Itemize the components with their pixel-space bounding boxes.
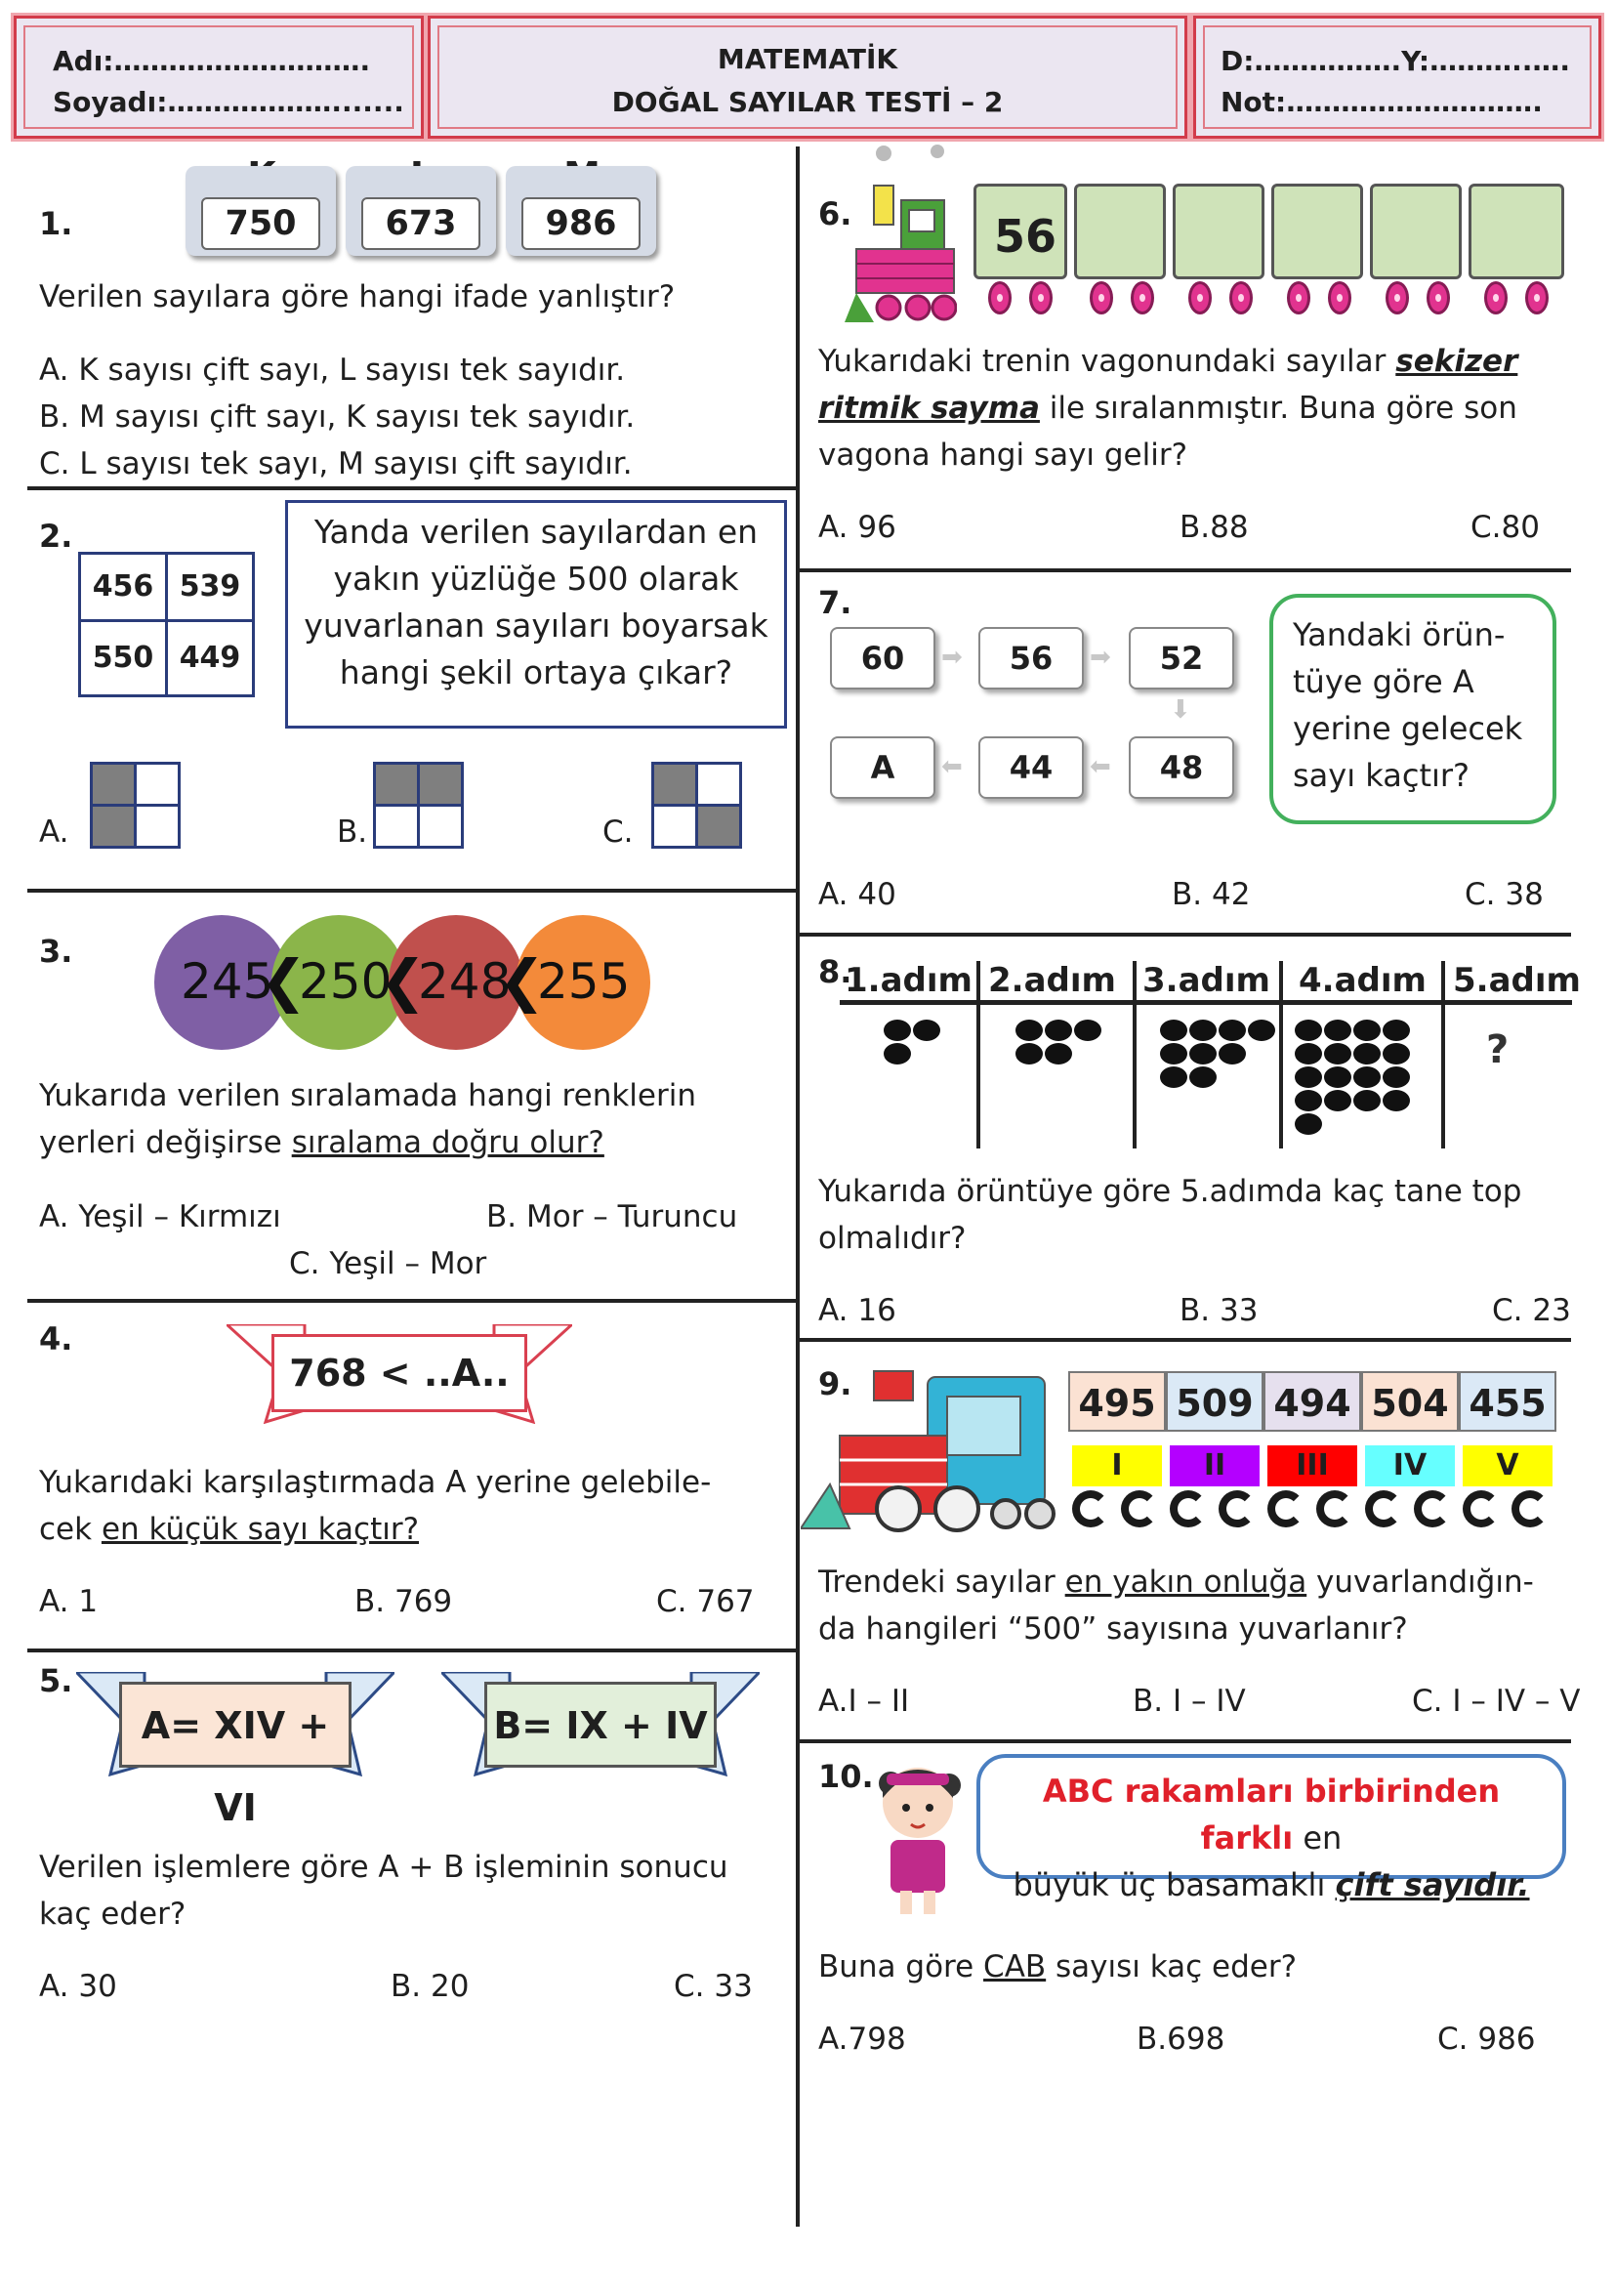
q3-number-purple: 245 — [181, 953, 274, 1010]
divider-right-2 — [800, 933, 1571, 937]
q8-ball — [1324, 1066, 1351, 1088]
q5-option-b[interactable]: B. 20 — [391, 1969, 470, 2004]
q7-option-a[interactable]: A. 40 — [818, 877, 896, 912]
q6-question-line1 — [818, 338, 1517, 385]
q8-step-label: 1.adım — [845, 961, 973, 1000]
q1-card-k: 750 — [201, 197, 320, 250]
dy-field[interactable]: D:…………….Y:………..…. — [1221, 45, 1571, 77]
q9-number-box: 494 — [1263, 1371, 1361, 1432]
q8-ball — [1353, 1043, 1381, 1065]
q10-question — [818, 1943, 1297, 1990]
q10-underlined-text: CAB — [983, 1949, 1047, 1984]
q1-option-a[interactable]: A. K sayısı çift sayı, L sayısı tek sayıdır. — [39, 353, 626, 388]
q8-option-b[interactable]: B. 33 — [1180, 1293, 1259, 1328]
arrow-left-icon: ⬅ — [941, 752, 963, 781]
q2-shape-a-cell — [90, 762, 137, 807]
q8-option-a[interactable]: A. 16 — [818, 1293, 896, 1328]
q9-text: yuvarlandığın- — [1306, 1565, 1534, 1600]
q3-underlined-text: sıralama doğru olur? — [291, 1125, 604, 1160]
q6-wheel — [1525, 281, 1549, 314]
q3-option-b[interactable]: B. Mor – Turuncu — [486, 1199, 738, 1234]
q8-ball — [913, 1020, 940, 1041]
q3-number-green: 250 — [299, 953, 393, 1010]
q6-wheel — [1090, 281, 1113, 314]
q2-grid-cell: 539 — [165, 552, 255, 622]
divider-left-2 — [27, 889, 796, 893]
q2-grid-cell: 550 — [78, 619, 168, 697]
q9-wheel — [1267, 1490, 1304, 1527]
q10-bubble-text: en — [1293, 1819, 1343, 1857]
q5-number: 5. — [39, 1662, 73, 1699]
q10-text: sayısı kaç eder? — [1046, 1949, 1298, 1984]
q9-option-b[interactable]: B. I – IV — [1133, 1684, 1246, 1719]
q2-shape-a-cell — [134, 762, 181, 807]
q6-wagon-number: 56 — [994, 210, 1057, 263]
q8-ball — [1383, 1020, 1410, 1041]
q8-column-rule — [976, 961, 980, 1148]
q9-number-box: 455 — [1459, 1371, 1556, 1432]
q6-wagon-4 — [1271, 184, 1363, 279]
column-divider — [796, 146, 800, 2227]
q4-question-line2 — [39, 1506, 419, 1553]
q7-box: 52 — [1129, 627, 1234, 689]
q9-wheel — [1170, 1490, 1207, 1527]
q10-option-c[interactable]: C. 986 — [1437, 2022, 1536, 2057]
header-grade-box — [1193, 16, 1601, 139]
q8-ball — [1353, 1020, 1381, 1041]
divider-right-1 — [800, 568, 1571, 572]
q8-ball — [1324, 1020, 1351, 1041]
q7-bubble — [1269, 594, 1556, 824]
q6-wagon-2 — [1074, 184, 1166, 279]
q9-wheel — [1219, 1490, 1256, 1527]
q9-number-box: 495 — [1068, 1371, 1166, 1432]
q9-car-label: I — [1072, 1445, 1162, 1486]
q8-ball — [1015, 1020, 1043, 1041]
q8-ball — [1160, 1066, 1187, 1088]
q8-question-line2: olmalıdır? — [818, 1221, 967, 1256]
q9-text: Trendeki sayılar — [818, 1565, 1065, 1600]
q6-wheel — [1188, 281, 1212, 314]
q2-shape-c-cell — [651, 804, 698, 849]
q8-ball — [1015, 1043, 1043, 1065]
q9-locomotive-icon — [801, 1367, 1059, 1533]
q10-text: Buna göre — [818, 1949, 984, 1984]
q2-number: 2. — [39, 518, 73, 555]
note-field[interactable]: Not:………………………. — [1221, 86, 1543, 118]
q10-bubble-line2 — [992, 1861, 1551, 1908]
q8-step-label: 3.adım — [1142, 961, 1270, 1000]
arrow-left-icon: ⬅ — [1090, 752, 1111, 781]
q8-option-c[interactable]: C. 23 — [1492, 1293, 1571, 1328]
q7-box: 56 — [978, 627, 1084, 689]
header-name-box — [14, 16, 424, 139]
q6-wagon-5 — [1370, 184, 1462, 279]
q8-ball — [1219, 1020, 1246, 1041]
q8-ball — [1189, 1066, 1217, 1088]
q7-option-c[interactable]: C. 38 — [1465, 877, 1544, 912]
q9-question-line2: da hangileri “500” sayısına yuvarlanır? — [818, 1611, 1408, 1647]
q3-question-line1: Yukarıda verilen sıralamada hangi renklerin — [39, 1078, 696, 1113]
q9-wheel — [1511, 1490, 1549, 1527]
q8-ball — [1219, 1043, 1246, 1065]
q6-wheel — [1029, 281, 1053, 314]
q3-number-red: 248 — [418, 953, 512, 1010]
q2-shape-a-cell — [134, 804, 181, 849]
q8-ball — [1295, 1066, 1322, 1088]
divider-left-3 — [27, 1299, 796, 1303]
q10-option-a[interactable]: A.798 — [818, 2022, 906, 2057]
q6-wagon-6 — [1469, 184, 1564, 279]
q6-emphasis: ritmik sayma — [818, 391, 1040, 426]
q2-option-a[interactable]: A. — [39, 814, 69, 850]
q8-ball — [884, 1020, 911, 1041]
q8-ball — [1074, 1020, 1101, 1041]
q2-box-line: Yanda verilen sayılardan en — [313, 513, 759, 551]
q8-unknown-mark: ? — [1486, 1027, 1510, 1072]
q4-number: 4. — [39, 1320, 73, 1357]
q3-number-orange: 255 — [537, 953, 631, 1010]
q6-wheel — [1484, 281, 1508, 314]
q9-car-label: III — [1267, 1445, 1357, 1486]
q5-option-a[interactable]: A. 30 — [39, 1969, 117, 2004]
subject-title: MATEMATİK — [717, 43, 898, 75]
q3-less-than-icon: ❮ — [379, 947, 427, 1014]
q8-table-rule — [840, 1000, 1572, 1005]
q4-question-line1: Yukarıdaki karşılaştırmada A yerine gelebile- — [39, 1465, 712, 1500]
q1-card-l: 673 — [361, 197, 480, 250]
q8-ball — [1045, 1020, 1072, 1041]
q3-option-a[interactable]: A. Yeşil – Kırmızı — [39, 1199, 281, 1234]
q8-ball — [1353, 1066, 1381, 1088]
q3-less-than-icon: ❮ — [498, 947, 546, 1014]
name-field[interactable]: Adı:………………………. — [53, 45, 371, 77]
q10-highlight: ABC rakamları birbirinden farklı — [1042, 1773, 1501, 1857]
divider-right-3 — [800, 1338, 1571, 1342]
q9-number-box: 509 — [1166, 1371, 1263, 1432]
q8-step-label: 5.adım — [1453, 961, 1581, 1000]
q8-ball — [1160, 1043, 1187, 1065]
q8-step-label: 4.adım — [1299, 961, 1427, 1000]
arrow-down-icon: ⬇ — [1170, 695, 1191, 725]
q10-bubble-text: büyük üç basamaklı — [1013, 1866, 1336, 1903]
q9-car-label: V — [1463, 1445, 1553, 1486]
q8-number: 8. — [818, 953, 852, 990]
q8-ball — [884, 1043, 911, 1065]
q8-ball — [1383, 1043, 1410, 1065]
q2-box-line: hangi şekil ortaya çıkar? — [339, 653, 733, 691]
q2-shape-c-cell — [695, 762, 742, 807]
q6-option-a[interactable]: A. 96 — [818, 510, 896, 545]
q6-text: Yukarıdaki trenin vagonundaki sayılar — [818, 344, 1396, 379]
q2-shape-c-cell — [651, 762, 698, 807]
arrow-right-icon: ➡ — [941, 643, 963, 672]
q7-box: 60 — [830, 627, 935, 689]
q5-ribbon-b: B= IX + IV — [484, 1682, 717, 1768]
q3-option-c[interactable]: C. Yeşil – Mor — [289, 1246, 487, 1281]
q9-number: 9. — [818, 1365, 852, 1402]
q8-step-label: 2.adım — [988, 961, 1116, 1000]
q2-shape-b-cell — [373, 804, 420, 849]
q6-wheel — [1427, 281, 1450, 314]
q4-underlined-text: en küçük sayı kaçtır? — [101, 1512, 420, 1547]
q5-option-c[interactable]: C. 33 — [674, 1969, 753, 2004]
q6-wheel — [1229, 281, 1253, 314]
q4-text: cek — [39, 1512, 102, 1547]
q10-speech-bubble — [976, 1754, 1566, 1903]
q2-option-b[interactable]: B. — [337, 814, 368, 850]
q3-text: yerleri değişirse — [39, 1125, 292, 1160]
q5-question-line1: Verilen işlemlere göre A + B işleminin sonucu — [39, 1850, 728, 1885]
q10-girl-icon — [857, 1754, 974, 1920]
q3-question-line2 — [39, 1119, 604, 1166]
q1-option-b[interactable]: B. M sayısı çift sayı, K sayısı tek sayıdır. — [39, 399, 636, 435]
q2-shape-b-cell — [417, 762, 464, 807]
q6-emphasis: sekizer — [1395, 344, 1518, 379]
q2-shape-b-cell — [417, 804, 464, 849]
q8-ball — [1353, 1090, 1381, 1111]
q4-option-b[interactable]: B. 769 — [354, 1584, 453, 1619]
q7-option-b[interactable]: B. 42 — [1172, 877, 1251, 912]
q6-locomotive-icon — [845, 142, 957, 327]
q2-shape-a-cell — [90, 804, 137, 849]
q6-wagon-3 — [1173, 184, 1264, 279]
q4-option-c[interactable]: C. 767 — [656, 1584, 755, 1619]
q1-option-c[interactable]: C. L sayısı tek sayı, M sayısı çift sayıdır. — [39, 446, 633, 481]
q3-number: 3. — [39, 933, 73, 970]
q6-text: ile sıralanmıştır. Buna göre son — [1039, 391, 1517, 426]
q8-column-rule — [1441, 961, 1445, 1148]
q9-wheel — [1121, 1490, 1158, 1527]
q10-option-b[interactable]: B.698 — [1137, 2022, 1225, 2057]
q7-box: 44 — [978, 736, 1084, 799]
q8-ball — [1324, 1090, 1351, 1111]
q8-column-rule — [1279, 961, 1283, 1148]
q2-grid-cell: 456 — [78, 552, 168, 622]
q9-option-c[interactable]: C. I – IV – V — [1412, 1684, 1581, 1719]
q6-question-line2 — [818, 385, 1517, 432]
q9-option-a[interactable]: A.I – II — [818, 1684, 910, 1719]
q6-option-b[interactable]: B.88 — [1180, 510, 1249, 545]
q2-shape-c-cell — [695, 804, 742, 849]
q4-ribbon: 768 < ..A.. — [271, 1334, 527, 1412]
q8-ball — [1324, 1043, 1351, 1065]
q2-box-line: yuvarlanan sayıları boyarsak — [304, 606, 768, 645]
arrow-right-icon: ➡ — [1090, 643, 1111, 672]
q4-option-a[interactable]: A. 1 — [39, 1584, 99, 1619]
q8-ball — [1295, 1020, 1322, 1041]
q8-ball — [1045, 1043, 1072, 1065]
q7-bubble-line: sayı kaçtır? — [1293, 757, 1470, 794]
q7-bubble-line: Yandaki örün- — [1293, 616, 1506, 653]
q7-bubble-line: yerine gelecek — [1293, 710, 1523, 747]
q7-bubble-line: tüye göre A — [1293, 663, 1474, 700]
q6-wheel — [988, 281, 1012, 314]
q8-column-rule — [1133, 961, 1137, 1148]
q8-ball — [1295, 1113, 1322, 1135]
q2-shape-b-cell — [373, 762, 420, 807]
q3-less-than-icon: ❮ — [260, 947, 308, 1014]
q1-card-m: 986 — [521, 197, 641, 250]
q1-number: 1. — [39, 205, 73, 242]
q6-wheel — [1131, 281, 1154, 314]
q8-ball — [1295, 1090, 1322, 1111]
q6-option-c[interactable]: C.80 — [1470, 510, 1540, 545]
q5-question-line2: kaç eder? — [39, 1897, 186, 1932]
q9-wheel — [1072, 1490, 1109, 1527]
q1-question: Verilen sayılara göre hangi ifade yanlıştır? — [39, 279, 676, 314]
q8-ball — [1189, 1043, 1217, 1065]
q9-wheel — [1414, 1490, 1451, 1527]
q7-number: 7. — [818, 584, 852, 621]
q9-car-label: IV — [1365, 1445, 1455, 1486]
q2-box-line: yakın yüzlüğe 500 olarak — [333, 560, 739, 598]
q8-question-line1: Yukarıda örüntüye göre 5.adımda kaç tane top — [818, 1174, 1522, 1209]
q5-ribbon-a: A= XIV + VI — [119, 1682, 352, 1768]
q8-ball — [1248, 1020, 1275, 1041]
surname-field[interactable]: Soyadı:………………....... — [53, 86, 404, 118]
q8-ball — [1383, 1090, 1410, 1111]
q10-emphasis: çift sayıdır. — [1335, 1866, 1530, 1903]
q9-underlined-text: en yakın onluğa — [1064, 1565, 1307, 1600]
q10-number: 10. — [818, 1758, 874, 1795]
q9-wheel — [1463, 1490, 1500, 1527]
q6-number: 6. — [818, 195, 852, 232]
q8-ball — [1295, 1043, 1322, 1065]
test-title: DOĞAL SAYILAR TESTİ – 2 — [611, 86, 1004, 118]
q2-grid-cell: 449 — [165, 619, 255, 697]
q8-ball — [1189, 1020, 1217, 1041]
divider-left-4 — [27, 1649, 796, 1652]
q2-instruction-box — [285, 500, 787, 729]
q9-question-line1 — [818, 1559, 1534, 1606]
q9-wheel — [1365, 1490, 1402, 1527]
q6-wheel — [1386, 281, 1409, 314]
q10-bubble-line1 — [992, 1768, 1551, 1861]
header-title-box — [428, 16, 1187, 139]
q2-option-c[interactable]: C. — [602, 814, 634, 850]
q6-wheel — [1328, 281, 1351, 314]
q6-wheel — [1287, 281, 1310, 314]
q8-ball — [1383, 1066, 1410, 1088]
q6-question-line3: vagona hangi sayı gelir? — [818, 438, 1188, 473]
q9-number-box: 504 — [1361, 1371, 1459, 1432]
q9-wheel — [1316, 1490, 1353, 1527]
q9-car-label: II — [1170, 1445, 1260, 1486]
q7-box: A — [830, 736, 935, 799]
q8-ball — [1160, 1020, 1187, 1041]
q7-box: 48 — [1129, 736, 1234, 799]
divider-right-4 — [800, 1739, 1571, 1743]
